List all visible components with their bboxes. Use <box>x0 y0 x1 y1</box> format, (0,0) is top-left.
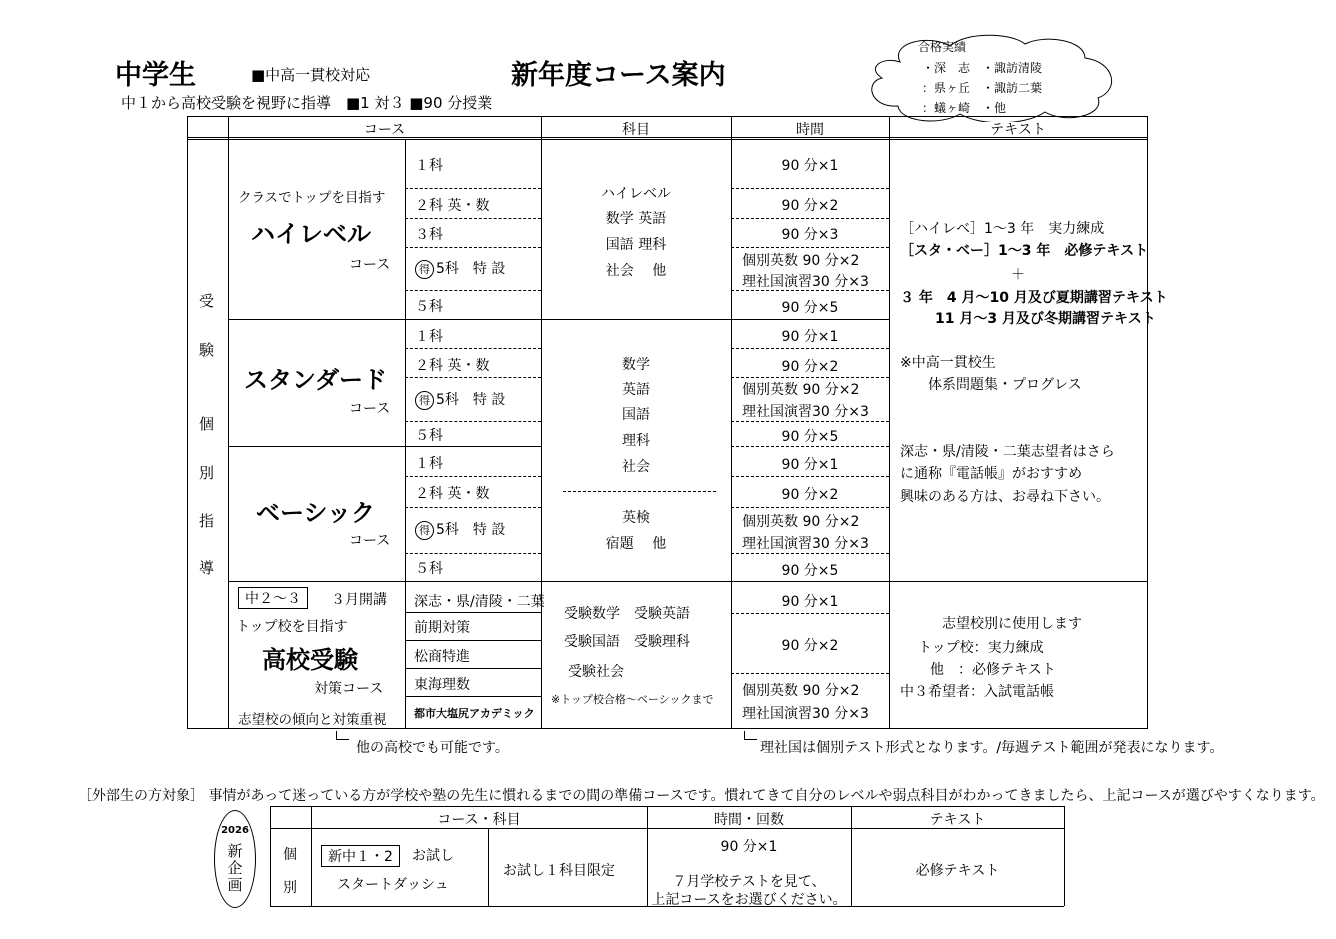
arrow-left-icon <box>336 731 349 740</box>
exam-text-2: トップ校：実力練成 <box>918 640 1044 656</box>
standard-time-3a: 個別英数 90 分×2 <box>742 382 860 398</box>
text-line-1: ［ハイレベ］1～3 年 実力練成 <box>900 221 1105 237</box>
outside-intro: ［外部生の方対象］ 事情があって迷っている方が学校や塾の先生に慣れるまでの間の準備コースです。慣れてきて自分のレベルや弱点科目がわかってきましたら、上記コースが選びやすくなります。 <box>78 788 1325 804</box>
standard-time-4: 90 分×5 <box>781 429 839 445</box>
header-course: コース <box>363 122 406 138</box>
basic-name: ベーシック <box>256 499 376 527</box>
highlevel-subject-1: ハイレベル <box>601 186 671 202</box>
highlevel-subject-4: 社会 他 <box>605 263 667 279</box>
basic-time-3b: 理社国演習30 分×3 <box>742 536 869 552</box>
std-basic-extra-2: 宿題 他 <box>605 536 667 552</box>
exam-subjects-1: 受験数学 受験英語 <box>564 606 690 622</box>
standard-time-1: 90 分×1 <box>781 329 839 345</box>
highlevel-subject-2: 数学 英語 <box>605 211 667 227</box>
exam-note: 志望校の傾向と対策重視 <box>238 712 387 728</box>
header-text: テキスト <box>990 122 1046 138</box>
side-label-6: 導 <box>199 559 215 577</box>
text-line-5: 11 月～3 月及び冬期講習テキスト <box>935 311 1156 327</box>
exam-text-4: 中３希望者：入試電話帳 <box>900 684 1054 700</box>
oval-char-2: 企 <box>227 859 243 877</box>
exam-school-5: 都市大塩尻アカデミック <box>414 707 535 720</box>
highlevel-time-4b: 理社国演習30 分×3 <box>742 274 869 290</box>
side-label-3: 個 <box>199 415 215 433</box>
std-basic-extra-1: 英検 <box>622 510 650 526</box>
exam-name: 高校受験 <box>262 646 358 674</box>
highlevel-row-4: 得 5科 特 設 <box>415 258 505 279</box>
standard-suffix: コース <box>349 401 391 417</box>
standard-row-1: １科 <box>415 329 443 345</box>
highlevel-name: ハイレベル <box>251 220 371 248</box>
highlevel-time-2: 90 分×2 <box>781 198 839 214</box>
exam-start: ３月開講 <box>331 592 387 608</box>
text-line-3: ＋ <box>1011 267 1025 283</box>
oval-char-3: 画 <box>227 876 243 894</box>
basic-time-2: 90 分×2 <box>781 487 839 503</box>
basic-row-1: １科 <box>415 456 443 472</box>
exam-time-1: 90 分×1 <box>781 594 839 610</box>
exam-subjects-3: 受験社会 <box>568 664 624 680</box>
text-line-8: 深志・県/清陵・二葉志望者はさら <box>900 444 1115 460</box>
cloud-line-2: ：県ヶ丘 ・諏訪二葉 <box>922 81 1043 95</box>
exam-school-1: 深志・県/清陵・二葉 <box>414 594 545 610</box>
std-basic-subject-5: 社会 <box>622 459 650 475</box>
exam-subject-note: ※トップ校合格～ベーシックまで <box>551 693 714 706</box>
outside-header-time: 時間・回数 <box>714 812 784 828</box>
outside-limit: お試し１科目限定 <box>503 863 615 879</box>
side-label-1: 受 <box>199 292 215 310</box>
exam-text-3: 他 ：必修テキスト <box>930 662 1056 678</box>
side-label-4: 別 <box>199 464 215 482</box>
note-right: 理社国は個別テスト形式となります。/毎週テスト範囲が発表になります。 <box>760 740 1224 756</box>
exam-school-4: 東海理数 <box>414 677 470 693</box>
exam-suffix: 対策コース <box>314 681 384 697</box>
standard-time-3b: 理社国演習30 分×3 <box>742 404 869 420</box>
cloud-title: 合格実績 <box>918 40 967 54</box>
oval-char-1: 新 <box>227 842 243 860</box>
exam-intro: トップ校を目指す <box>236 619 348 635</box>
highlevel-row-1: １科 <box>415 158 443 174</box>
outside-side-1: 個 <box>283 847 297 863</box>
standard-time-2: 90 分×2 <box>781 359 839 375</box>
tokusetsu-mark-icon: 得 <box>415 391 434 410</box>
cloud-line-3: ：蟻ヶ崎 ・他 <box>922 101 1007 115</box>
highlevel-suffix: コース <box>349 257 391 273</box>
standard-name: スタンダード <box>244 366 388 394</box>
highlevel-intro: クラスでトップを目指す <box>238 190 386 206</box>
header-subject: 科目 <box>622 122 650 138</box>
exam-time-3b: 理社国演習30 分×3 <box>742 706 869 722</box>
exam-time-3a: 個別英数 90 分×2 <box>742 683 860 699</box>
outside-header-course: コース・科目 <box>437 812 521 828</box>
outside-time-1: 90 分×1 <box>720 839 778 855</box>
outside-side-2: 別 <box>283 880 297 896</box>
exam-text-1: 志望校別に使用します <box>942 616 1082 632</box>
page-subtitle: 中１から高校受験を視野に指導 ■1 対３ ■90 分授業 <box>121 94 493 112</box>
highlevel-row-2: ２科 英・数 <box>415 198 490 214</box>
basic-suffix: コース <box>349 533 391 549</box>
side-label-5: 指 <box>199 512 215 530</box>
exam-grade-tag: 中２～３ <box>238 587 308 609</box>
text-line-4: ３ 年 4 月～10 月及び夏期講習テキスト <box>900 290 1168 306</box>
text-line-10: 興味のある方は、お尋ね下さい。 <box>900 489 1110 505</box>
tokusetsu-mark-icon: 得 <box>415 260 434 279</box>
std-basic-subject-3: 国語 <box>622 407 650 423</box>
page-title-left: 中学生 <box>115 60 196 91</box>
outside-time-2: ７月学校テストを見て、 <box>672 874 826 890</box>
basic-time-1: 90 分×1 <box>781 457 839 473</box>
highlevel-time-3: 90 分×3 <box>781 227 839 243</box>
outside-time-3: 上記コースをお選びください。 <box>651 892 847 908</box>
outside-text: 必修テキスト <box>915 863 1000 879</box>
basic-row-3: 得 5科 特 設 <box>415 519 505 540</box>
exam-school-3: 松商特進 <box>414 649 470 665</box>
side-label-2: 験 <box>199 341 215 359</box>
outside-grade-tag: 新中１・2 <box>321 845 400 867</box>
outside-trial: お試し <box>412 848 454 864</box>
oval-year: 2026 <box>221 825 249 836</box>
standard-row-2: ２科 英・数 <box>415 358 490 374</box>
exam-subjects-2: 受験国語 受験理科 <box>564 634 690 650</box>
basic-row-4: ５科 <box>415 561 443 577</box>
basic-time-3a: 個別英数 90 分×2 <box>742 514 860 530</box>
std-basic-subject-1: 数学 <box>622 357 650 373</box>
highlevel-row-5: ５科 <box>415 299 443 315</box>
text-line-7: 体系問題集・プログレス <box>928 377 1082 393</box>
highlevel-time-4a: 個別英数 90 分×2 <box>742 253 860 269</box>
page-title-center: 新年度コース案内 <box>511 60 726 91</box>
badge-text: ■中高一貫校対応 <box>251 66 371 84</box>
outside-header-text: テキスト <box>929 812 986 828</box>
basic-row-2: ２科 英・数 <box>415 486 490 502</box>
std-basic-subject-4: 理科 <box>622 433 650 449</box>
std-basic-subject-2: 英語 <box>622 382 650 398</box>
basic-time-4: 90 分×5 <box>781 563 839 579</box>
standard-row-3: 得 5科 特 設 <box>415 389 505 410</box>
highlevel-time-1: 90 分×1 <box>781 158 839 174</box>
highlevel-time-5: 90 分×5 <box>781 300 839 316</box>
cloud-line-1: ・深 志 ・諏訪清陵 <box>922 61 1043 75</box>
header-time: 時間 <box>796 122 824 138</box>
text-line-2: ［スタ・ベー］1～3 年 必修テキスト <box>900 243 1149 259</box>
standard-row-4: ５科 <box>415 428 443 444</box>
note-left: 他の高校でも可能です。 <box>356 740 509 756</box>
highlevel-row-3: ３科 <box>415 227 443 243</box>
tokusetsu-mark-icon: 得 <box>415 521 434 540</box>
text-line-6: ※中高一貫校生 <box>900 355 996 371</box>
exam-time-2: 90 分×2 <box>781 638 839 654</box>
exam-school-2: 前期対策 <box>414 620 470 636</box>
arrow-right-icon <box>744 731 757 740</box>
text-line-9: に通称『電話帳』がおすすめ <box>900 466 1083 482</box>
highlevel-subject-3: 国語 理科 <box>605 237 667 253</box>
outside-dash: スタートダッシュ <box>337 877 449 893</box>
